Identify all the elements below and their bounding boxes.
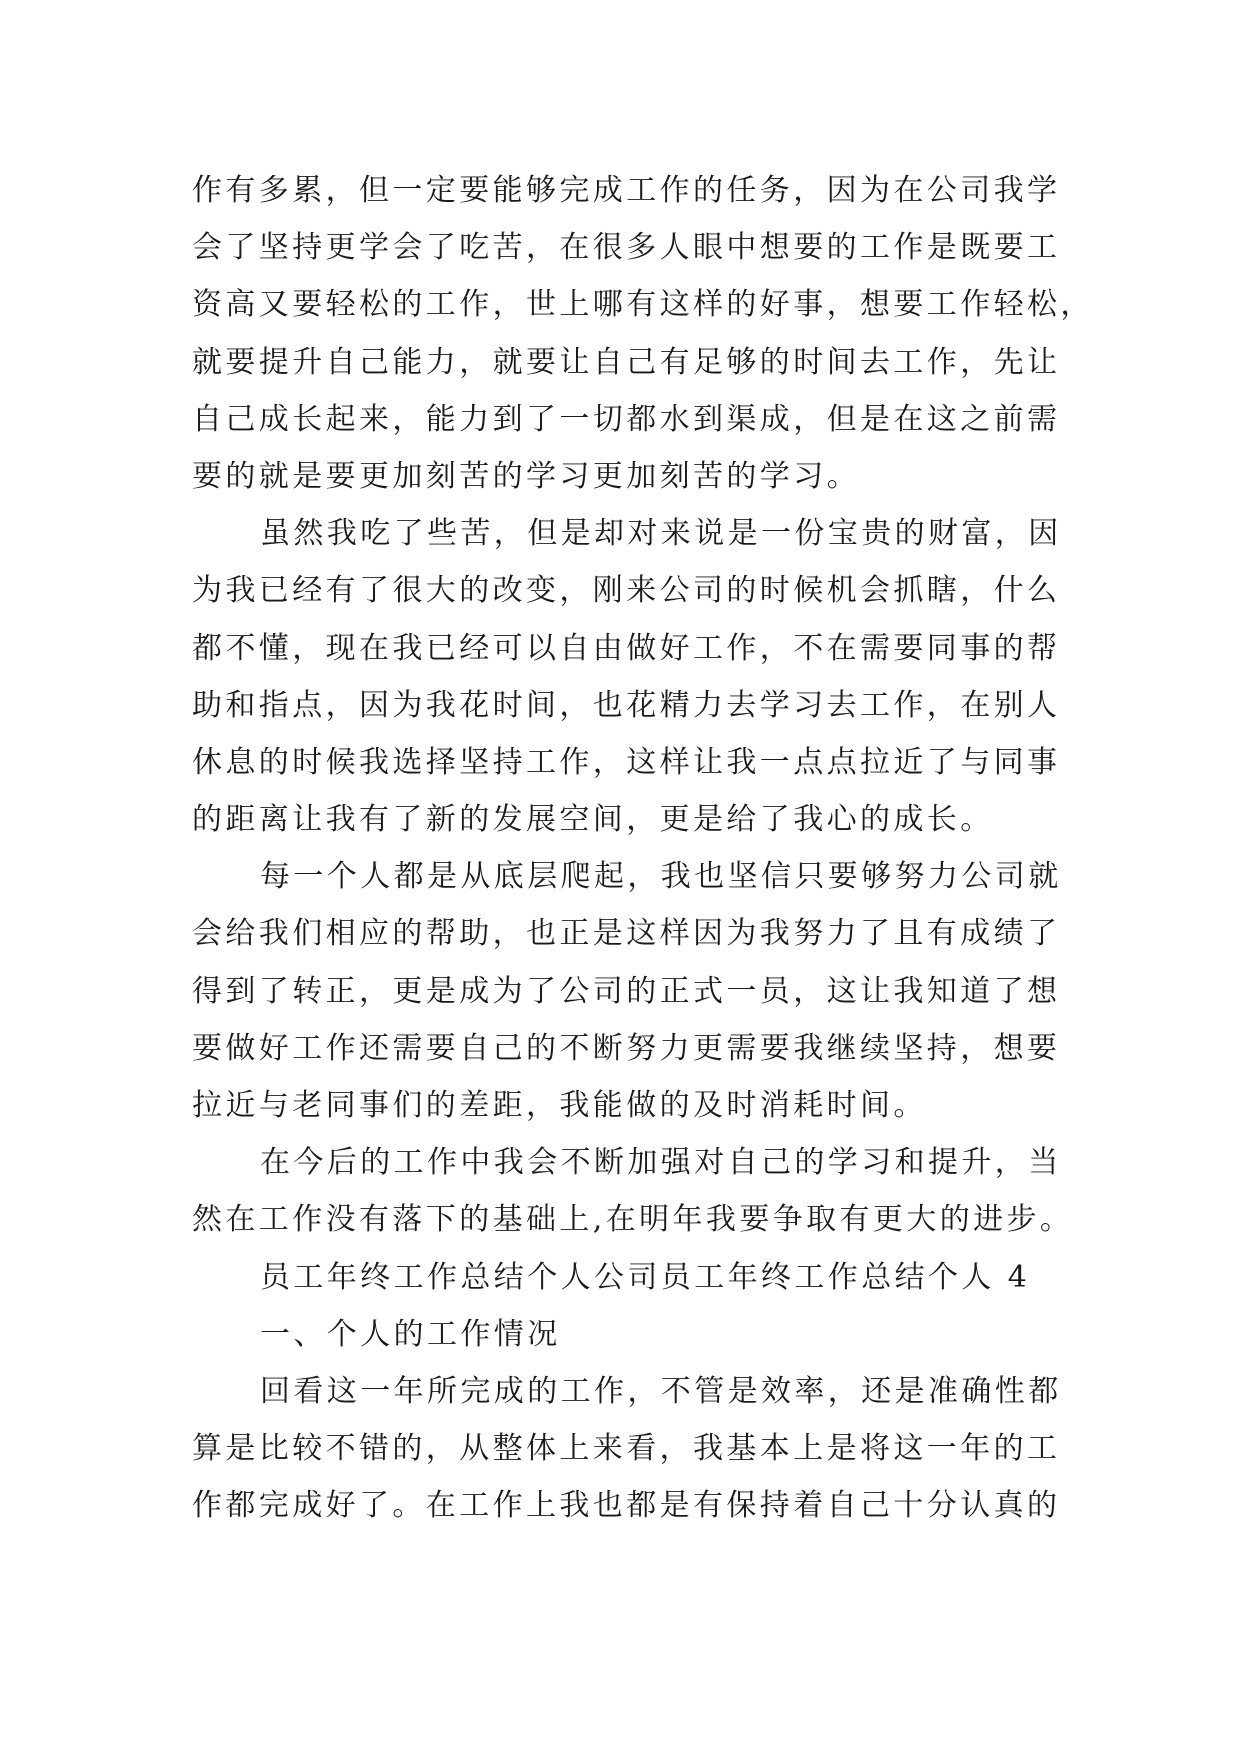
text-line: 拉近与老同事们的差距，我能做的及时消耗时间。 [192,1088,927,1123]
text-line: 助和指点，因为我花时间，也花精力去学习去工作，在别人 [192,687,1061,723]
text-line: 算是比较不错的，从整体上来看，我基本上是将这一年的工 [192,1431,1061,1467]
text-line: 虽然我吃了些苦，但是却对来说是一份宝贵的财富，因 [260,516,1062,552]
text-line: 就要提升自己能力，就要让自己有足够的时间去工作，先让 [192,344,1061,380]
text-line: 然在工作没有落下的基础上,在明年我要争取有更大的进步。 [192,1202,1074,1238]
text-line: 要的就是要更加刻苦的学习更加刻苦的学习。 [192,458,860,494]
text-line: 为我已经有了很大的改变，刚来公司的时候机会抓瞎，什么 [192,573,1061,609]
text-line: 得到了转正，更是成为了公司的正式一员，这让我知道了想 [192,973,1061,1009]
text-line: 的距离让我有了新的发展空间，更是给了我心的成长。 [192,802,994,838]
text-line: 作都完成好了。在工作上我也都是有保持着自己十分认真的 [192,1488,1061,1524]
text-line: 要做好工作还需要自己的不断努力更需要我继续坚持，想要 [192,1030,1061,1066]
document-body [192,162,1094,1535]
text-line: 休息的时候我选择坚持工作，这样让我一点点拉近了与同事 [192,744,1061,780]
text-line: 自己成长起来，能力到了一切都水到渠成，但是在这之前需 [192,401,1061,437]
text-line: 一、个人的工作情况 [260,1316,561,1352]
text-line: 每一个人都是从底层爬起，我也坚信只要够努力公司就 [260,859,1062,895]
text-line: 会给我们相应的帮助，也正是这样因为我努力了且有成绩了 [192,916,1061,952]
text-line: 会了坚持更学会了吃苦，在很多人眼中想要的工作是既要工 [192,230,1061,266]
text-line: 都不懂，现在我已经可以自由做好工作，不在需要同事的帮 [192,630,1061,666]
text-line: 在今后的工作中我会不断加强对自己的学习和提升，当 [260,1145,1062,1181]
text-line: 作有多累，但一定要能够完成工作的任务，因为在公司我学 [192,173,1061,208]
text-line: 回看这一年所完成的工作，不管是效率，还是准确性都 [260,1373,1062,1409]
text-line: 员工年终工作总结个人公司员工年终工作总结个人 4 [260,1259,1031,1295]
text-line: 资高又要轻松的工作，世上哪有这样的好事，想要工作轻松， [192,287,1094,323]
